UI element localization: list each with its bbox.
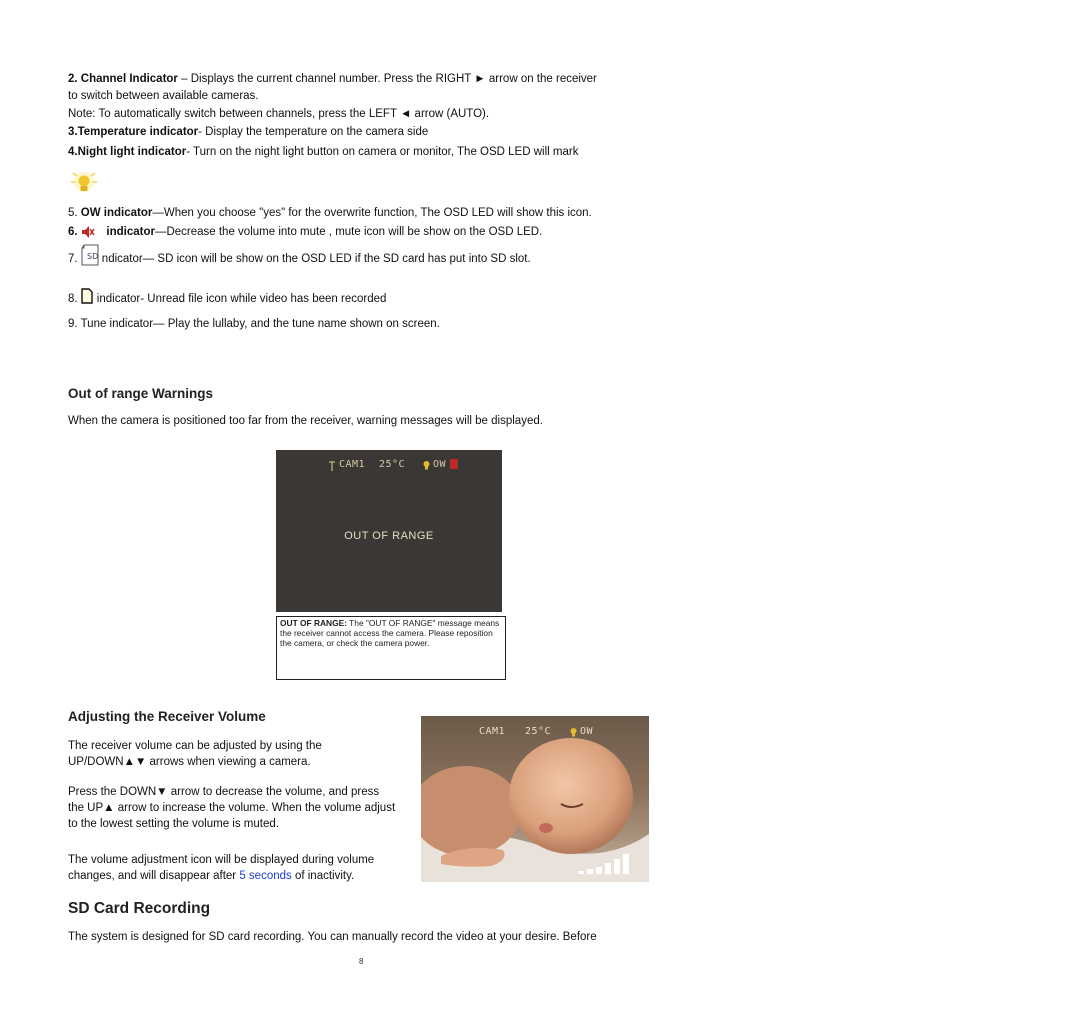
baby-osd-night-light-icon bbox=[569, 727, 578, 737]
baby-osd-channel: CAM1 bbox=[479, 726, 506, 737]
item-3-label: 3.Temperature indicator bbox=[68, 126, 199, 138]
item-5-label: OW indicator bbox=[80, 207, 153, 219]
out-of-range-message: OUT OF RANGE bbox=[344, 530, 434, 542]
note-line: Note: To automatically switch between channels, press the LEFT ◄ arrow (AUTO). bbox=[68, 108, 490, 120]
out-of-range-description: When the camera is positioned too far from the receiver, warning messages will be displayed. bbox=[68, 415, 543, 427]
unread-file-icon bbox=[81, 288, 93, 304]
item-6-line bbox=[68, 225, 542, 239]
osd-ow: OW bbox=[433, 459, 447, 470]
item-2-line2: to switch between available cameras. bbox=[68, 90, 259, 102]
sd-card-icon bbox=[81, 244, 101, 266]
out-of-range-screen bbox=[276, 450, 502, 612]
item-8-line bbox=[68, 292, 386, 306]
item-9-line: 9. Tune indicator— Play the lullaby, and the tune name shown on screen. bbox=[68, 318, 440, 330]
sd-icon-text: SD bbox=[86, 252, 99, 261]
item-7-text: — SD icon will be show on the OSD LED if the SD card has put into SD slot. bbox=[142, 253, 531, 266]
volume-level-icon bbox=[576, 850, 636, 876]
item-7-label: ndicator bbox=[101, 253, 143, 266]
caption-label: OUT OF RANGE: bbox=[280, 618, 347, 628]
osd-temperature: 25°C bbox=[379, 459, 406, 470]
item-6-label: indicator bbox=[106, 226, 155, 239]
osd-mute-indicator bbox=[450, 459, 458, 469]
item-2-text: – Displays the current channel number. Press the RIGHT ► arrow on the receiver bbox=[177, 73, 597, 85]
item-5-line bbox=[68, 206, 592, 220]
item-4-text: - Turn on the night light button on camera or monitor, The OSD LED will mark bbox=[186, 146, 579, 158]
signal-icon bbox=[328, 461, 336, 471]
caption-text: The "OUT OF RANGE" message means the receiver cannot access the camera. Please reposition the camera, or check the camera power. bbox=[280, 618, 500, 648]
out-of-range-heading: Out of range Warnings bbox=[68, 386, 213, 401]
volume-heading: Adjusting the Receiver Volume bbox=[68, 709, 266, 724]
volume-paragraph-2: Press the DOWN▼ arrow to decrease the volume, and press the UP▲ arrow to increase the volume. When the volume adjust to the lowest setting the volume is muted. bbox=[68, 786, 396, 830]
sd-card-text: The system is designed for SD card recording. You can manually record the video at your desire. Before bbox=[68, 931, 597, 943]
item-6-num: 6. bbox=[68, 226, 81, 239]
item-3-text: - Display the temperature on the camera side bbox=[198, 126, 429, 138]
item-2-label: 2. Channel Indicator bbox=[68, 73, 178, 85]
item-7-line bbox=[68, 252, 531, 266]
mute-icon bbox=[81, 225, 95, 239]
osd-channel: CAM1 bbox=[339, 459, 366, 470]
volume-paragraph-1: The receiver volume can be adjusted by using the UP/DOWN▲▼ arrows when viewing a camera. bbox=[68, 740, 322, 768]
item-5-text: —When you choose "yes" for the overwrite function, The OSD LED will show this icon. bbox=[152, 207, 592, 219]
baby-camera-image bbox=[421, 716, 649, 882]
night-light-icon bbox=[70, 170, 98, 196]
item-5-num: 5. bbox=[68, 207, 81, 219]
page-number: 8 bbox=[359, 957, 364, 966]
out-of-range-caption bbox=[276, 616, 506, 680]
osd-night-light-icon bbox=[422, 460, 431, 470]
item-3-line bbox=[68, 125, 428, 139]
item-4-label: 4.Night light indicator bbox=[68, 146, 187, 158]
item-8-text: indicator- Unread file icon while video has been recorded bbox=[96, 293, 387, 305]
item-2-line1 bbox=[68, 72, 597, 86]
volume-paragraph-3 bbox=[68, 852, 413, 884]
item-7-num: 7. bbox=[68, 253, 81, 266]
item-6-text: —Decrease the volume into mute , mute icon will be show on the OSD LED. bbox=[154, 226, 543, 239]
volume-p3-before: The volume adjustment icon will be displayed during volume changes, and will disappear after bbox=[68, 854, 375, 882]
sd-card-heading: SD Card Recording bbox=[68, 900, 211, 917]
baby-osd-temperature: 25°C bbox=[525, 726, 552, 737]
baby-osd-ow: OW bbox=[580, 726, 594, 737]
volume-p3-after: of inactivity. bbox=[291, 870, 355, 882]
five-seconds-link: 5 seconds bbox=[239, 870, 292, 882]
item-4-line bbox=[68, 145, 578, 159]
item-8-num: 8. bbox=[68, 293, 81, 305]
